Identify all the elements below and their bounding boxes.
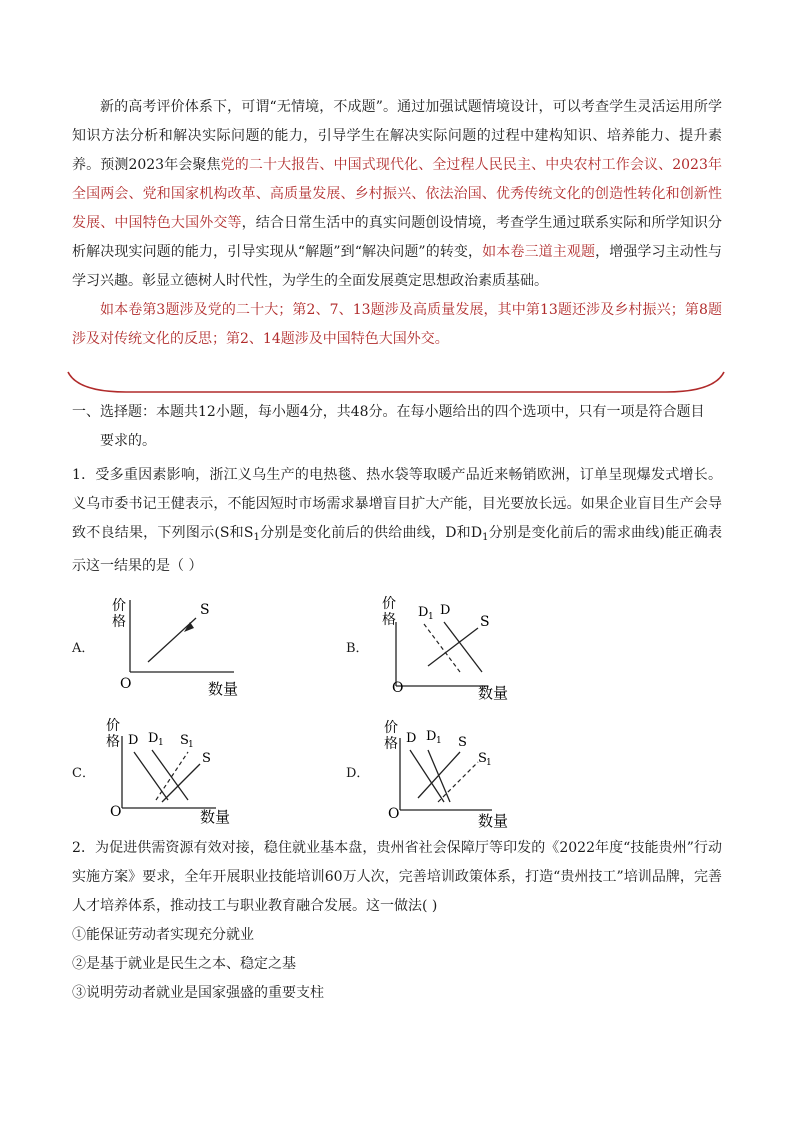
curve-label-s: S xyxy=(480,614,490,630)
curve-label-s1: S xyxy=(180,733,189,748)
question-1-stem xyxy=(72,461,722,581)
intro-text: 新的高考评价体系下，可谓“无情境，不成题”。通过加强试题情境设计，可以考查学生灵活运用所学知识方法分析和解决实际问题的能力，引导学生在解决实际问题的过程中建构知识、培养能力、提升素养。预测2023年会聚焦 xyxy=(72,99,722,173)
curve-label-d: D xyxy=(128,733,139,748)
q2-statement-3: ③说明劳动者就业是国家强盛的重要支柱 xyxy=(72,985,324,1001)
q1-text: 分别是变化前后的供给曲线，D和D xyxy=(259,525,483,541)
axis-quantity-label: 数量 xyxy=(478,812,509,830)
section-heading-line-2: 要求的。 xyxy=(100,433,156,449)
section-heading-line-1: 一、选择题：本题共12小题，每小题4分，共48分。在每小题给出的四个选项中，只有一项是符合题目 xyxy=(72,404,705,420)
option-c-label: C． xyxy=(72,766,95,781)
axis-origin-label: O xyxy=(120,676,132,692)
curve-label-subscript: 1 xyxy=(436,736,442,746)
axis-price-label: 价 xyxy=(382,596,396,612)
q2-statement-2: ②是基于就业是民生之本、稳定之基 xyxy=(72,956,296,972)
question-2 xyxy=(72,834,722,1008)
intro-text: ，结合日常生活中的真实问题创设情境，考查学生通过联系实际和所学知识分析解决现实问题的能力，引导实现从“解题”到“解决问题”的转变， xyxy=(72,215,723,260)
curve-label-s: S xyxy=(202,751,211,766)
curve-label-subscript: 1 xyxy=(428,612,434,622)
q1-subscript: 1 xyxy=(482,532,489,543)
q1-text: 分别是变化前后的需求曲线)能正确表示这一结果的是（ ） xyxy=(72,525,722,574)
curve-label-s1: S xyxy=(478,751,487,766)
option-c-graph xyxy=(104,716,264,832)
option-b-label: B． xyxy=(346,641,369,656)
curve-label-d1: D xyxy=(426,729,437,744)
curve-label-subscript: 1 xyxy=(486,758,492,768)
demand-curve-d1 xyxy=(152,750,188,800)
axis-price-label: 价 xyxy=(384,720,398,736)
demand-curve-d xyxy=(134,752,168,800)
axis-quantity-label: 数量 xyxy=(478,684,509,702)
curve-label-s: S xyxy=(458,735,467,750)
supply-curve-s xyxy=(418,752,460,798)
axis-price-label: 格 xyxy=(112,614,126,630)
axis-price-label: 格 xyxy=(106,734,120,750)
intro-commentary xyxy=(72,93,722,354)
axis-quantity-label: 数量 xyxy=(200,808,231,826)
q1-text: 1．受多重因素影响，浙江义乌生产的电热毯、热水袋等取暖产品近来畅销欧洲，订单呈现爆发式增长。义乌市委书记王健表示，不能因短时市场需求暴增盲目扩大产能，目光要放长远。如果企业盲目生产会导致不良结果，下列图示(S和S xyxy=(72,467,722,541)
curve-label-s: S xyxy=(200,602,210,618)
curve-label-subscript: 1 xyxy=(158,738,164,748)
question-2-stem: 2．为促进供需资源有效对接，稳住就业基本盘，贵州省社会保障厅等印发的《2022年度“技能贵州”行动实施方案》要求，全年开展职业技能培训60万人次，完善培训政策体系，打造“贵州技工”培训品牌，完善人才培养体系，推动技工与职业教育融合发展。这一做法( ) xyxy=(72,840,722,914)
option-b-graph xyxy=(378,594,538,710)
curve-label-d1: D xyxy=(148,731,159,746)
option-a-label: A． xyxy=(72,641,95,656)
q1-subscript: 1 xyxy=(253,532,260,543)
curve-label-d: D xyxy=(406,731,417,746)
intro-highlight-subjective: 如本卷三道主观题 xyxy=(482,244,596,260)
axis-origin-label: O xyxy=(388,806,400,822)
axis-quantity-label: 数量 xyxy=(208,680,239,698)
supply-curve-s xyxy=(162,764,200,802)
curve-label-d1: D xyxy=(418,605,429,620)
axis-price-label: 格 xyxy=(384,736,398,752)
question-1 xyxy=(72,461,722,581)
intro-text: ，增强学习主动性与学习兴趣。彰显立德树人时代性，为学生的全面发展奠定思想政治素质基础。 xyxy=(72,244,723,289)
axis-price-label: 价 xyxy=(112,598,126,614)
intro-paragraph-2: 如本卷第3题涉及党的二十大；第2、7、13题涉及高质量发展，其中第13题还涉及乡村振兴；第8题涉及对传统文化的反思；第2、14题涉及中国特色大国外交。 xyxy=(72,302,722,347)
option-d-graph xyxy=(378,718,538,834)
axis-origin-label: O xyxy=(110,804,122,820)
intro-highlight-topics: 党的二十大报告、中国式现代化、全过程人民民主、中央农村工作会议、2023年全国两会、党和国家机构改革、高质量发展、乡村振兴、依法治国、优秀传统文化的创造性转化和创新性发展、中国特色大国外交等 xyxy=(72,157,722,231)
curve-label-subscript: 1 xyxy=(188,740,194,750)
option-a-graph xyxy=(104,590,264,706)
curved-divider xyxy=(66,370,726,400)
axis-price-label: 格 xyxy=(382,612,396,628)
curve-label-d: D xyxy=(440,603,451,618)
intro-paragraph-1 xyxy=(72,93,722,296)
axis-origin-label: O xyxy=(392,680,404,696)
supply-curve-s1 xyxy=(438,762,478,802)
section-heading xyxy=(72,398,722,456)
q2-statement-1: ①能保证劳动者实现充分就业 xyxy=(72,927,254,943)
axis-price-label: 价 xyxy=(106,718,120,734)
option-d-label: D． xyxy=(346,766,370,781)
